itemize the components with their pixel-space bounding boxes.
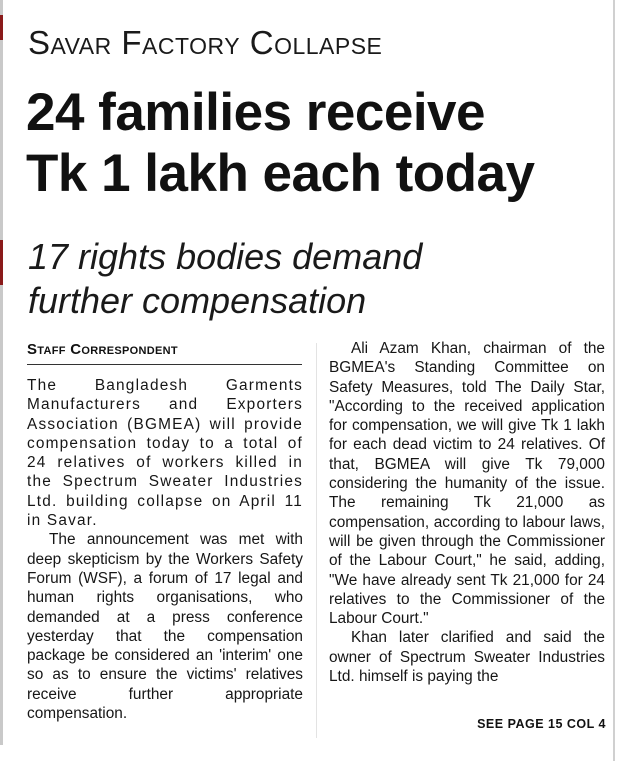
continuation-jump: SEE PAGE 15 COL 4 (477, 717, 606, 731)
headline (26, 82, 611, 204)
subheadline-line-1: 17 rights bodies demand (28, 236, 423, 277)
paragraph-2: The announcement was met with deep skepticism by the Workers Safety Forum (WSF), a forum of 17 legal and human rights organisations, who demanded at a press conference yesterday that the compensation package be considered an 'interim' one so as to ensure the victims' relatives receive further appropriate compensation. (27, 531, 303, 723)
subheadline-line-2: further compensation (28, 280, 367, 321)
paragraph-1: The Bangladesh Garments Manufacturers and Exporters Association (BGMEA) will provide compensation today to a total of 24 relatives of workers killed in the Spectrum Sweater Industries Ltd. building collapse on April 11 in Savar. (27, 377, 303, 530)
paragraph-3: Ali Azam Khan, chairman of the BGMEA's Standing Committee on Safety Measures, told The Daily Star, "According to the received application for compensation, we will give Tk 1 lakh for each dead victim to 24 relatives. Of that, BGMEA will give Tk 79,000 considering the humanity of the issue. The remaining Tk 21,000 as compensation, according to labour laws, will be given through the Commissioner of the Labour Court," he said, adding, "We have already sent Tk 21,000 for 24 relatives to the Commissioner of the Labour Court." (329, 340, 605, 628)
section-kicker: Savar Factory Collapse (28, 24, 383, 61)
right-page-edge (613, 0, 615, 761)
subheadline (28, 235, 608, 323)
headline-line-1: 24 families receive (26, 83, 486, 142)
body-column-right (329, 339, 605, 686)
paragraph-4: Khan later clarified and said the owner of Spectrum Sweater Industries Ltd. himself is paying the (329, 629, 605, 686)
body-column-left (27, 376, 303, 723)
byline: Staff Correspondent (27, 341, 302, 365)
column-divider (316, 343, 317, 738)
headline-line-2: Tk 1 lakh each today (26, 144, 535, 203)
left-page-edge (0, 0, 3, 745)
